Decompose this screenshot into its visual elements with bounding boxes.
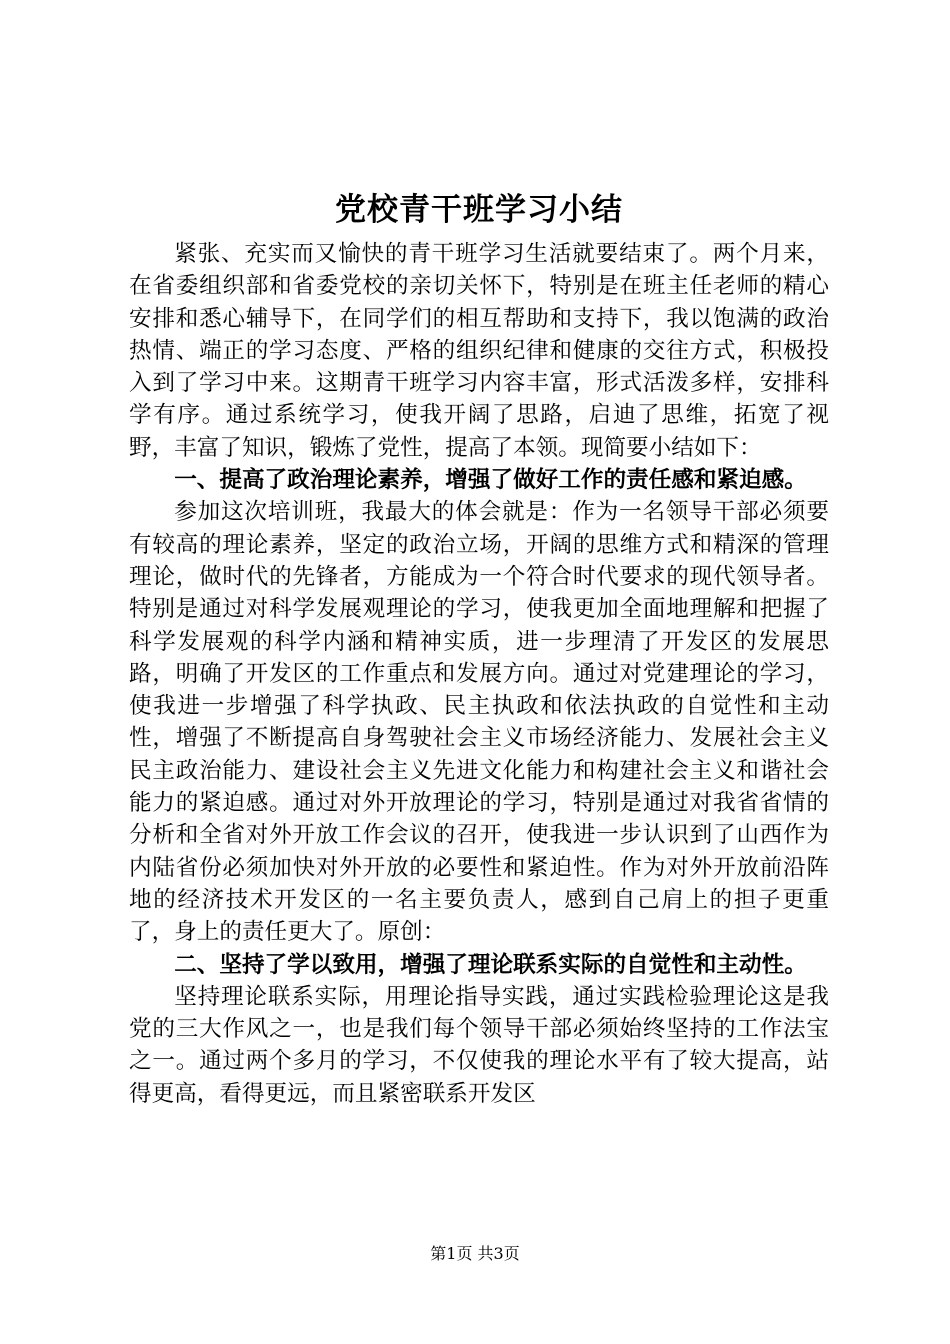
- document-body: [129, 182, 829, 1110]
- document-title: 党校青干班学习小结: [335, 192, 623, 228]
- paragraph-section-2: 坚持理论联系实际，用理论指导实践，通过实践检验理论这是我党的三大作风之一，也是我们每个领导干部必须始终坚持的工作法宝之一。通过两个多月的学习，不仅使我的理论水平有了较大提高，站得更高，看得更远，而且紧密联系开发区: [129, 983, 829, 1107]
- page-footer: 第1页 共3页: [430, 1244, 520, 1263]
- section-heading-1: 一、提高了政治理论素养，增强了做好工作的责任感和紧迫感。: [174, 467, 807, 494]
- section-heading-2: 二、坚持了学以致用，增强了理论联系实际的自觉性和主动性。: [174, 951, 807, 978]
- paragraph-section-1: 参加这次培训班，我最大的体会就是：作为一名领导干部必须要有较高的理论素养，坚定的政治立场，开阔的思维方式和精深的管理理论，做时代的先锋者，方能成为一个符合时代要求的现代领导者。特别是通过对科学发展观理论的学习，使我更加全面地理解和把握了科学发展观的科学内涵和精神实质，进一步理清了开发区的发展思路，明确了开发区的工作重点和发展方向。通过对党建理论的学习，使我进一步增强了科学执政、民主执政和依法执政的自觉性和主动性，增强了不断提高自身驾驶社会主义市场经济能力、发展社会主义民主政治能力、建设社会主义先进文化能力和构建社会主义和谐社会能力的紧迫感。通过对外开放理论的学习，特别是通过对我省省情的分析和全省对外开放工作会议的召开，使我进一步认识到了山西作为内陆省份必须加快对外开放的必要性和紧迫性。作为对外开放前沿阵地的经济技术开发区的一名主要负责人，感到自己肩上的担子更重了，身上的责任更大了。原创：: [129, 499, 829, 946]
- paragraph-intro: 紧张、充实而又愉快的青干班学习生活就要结束了。两个月来，在省委组织部和省委党校的亲切关怀下，特别是在班主任老师的精心安排和悉心辅导下，在同学们的相互帮助和支持下，我以饱满的政治热情、端正的学习态度、严格的组织纪律和健康的交往方式，积极投入到了学习中来。这期青干班学习内容丰富，形式活泼多样，安排科学有序。通过系统学习，使我开阔了思路，启迪了思维，拓宽了视野，丰富了知识，锻炼了党性，提高了本领。现简要小结如下：: [129, 241, 829, 461]
